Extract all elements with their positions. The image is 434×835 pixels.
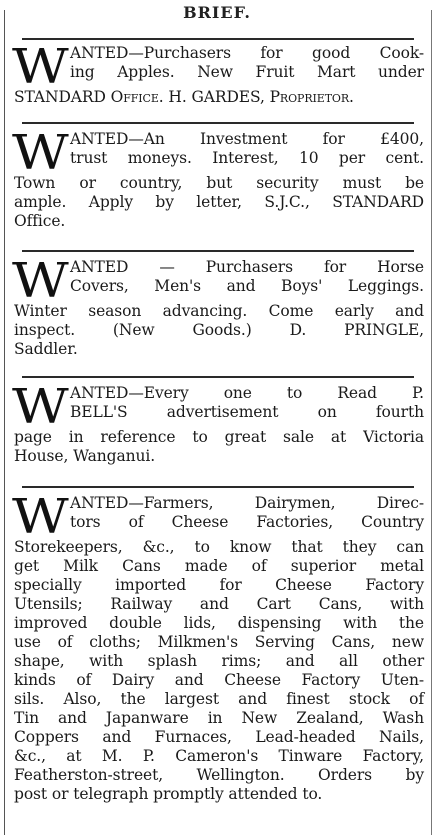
ad-line: use of cloths; Milkmen's Serving Cans, new (14, 633, 424, 651)
ad-line: trust moneys. Interest, 10 per cent. (70, 149, 424, 167)
ad-line: Tin and Japanware in New Zealand, Wash (14, 709, 424, 727)
ad-body (8, 488, 428, 804)
ad-line: specially imported for Cheese Factory (14, 576, 424, 594)
ad-line: improved double lids, dispensing with the (14, 614, 424, 632)
classified-ad-2 (8, 122, 428, 231)
ad-line: Featherston-street, Wellington. Orders by (14, 766, 424, 784)
drop-cap: W (12, 379, 67, 435)
ad-line: ANTED—Purchasers for good Cook- (70, 44, 424, 62)
classified-ad-5 (8, 486, 428, 804)
ad-line: House, Wanganui. (14, 447, 156, 465)
ad-line: ANTED—Every one to Read P. (70, 384, 424, 402)
ad-line: Covers, Men's and Boys' Leggings. (70, 277, 424, 295)
ad-line: Saddler. (14, 340, 78, 358)
ad-line: ing Apples. New Fruit Mart under (70, 63, 424, 81)
ad-line: ANTED—Farmers, Dairymen, Direc- (70, 494, 424, 512)
classified-ad-3 (8, 250, 428, 359)
ad-line: ANTED—An Investment for £400, (70, 130, 424, 148)
classified-ad-1 (8, 38, 428, 107)
section-header: BRIEF. (183, 3, 251, 22)
ad-line: Town or country, but security must be (14, 174, 424, 192)
ad-line: post or telegraph promptly attended to. (14, 785, 323, 803)
ad-body (8, 124, 428, 231)
ad-line: Utensils; Railway and Cart Cans, with (14, 595, 424, 613)
drop-cap: W (12, 39, 67, 95)
ad-line: get Milk Cans made of superior metal (14, 557, 424, 575)
ad-line: ANTED — Purchasers for Horse (70, 258, 424, 276)
column-left-rule (4, 10, 5, 835)
ad-line: page in reference to great sale at Victoria (14, 428, 424, 446)
ad-line: shape, with splash rims; and all other (14, 652, 424, 670)
drop-cap: W (12, 253, 67, 309)
drop-cap: W (12, 125, 67, 181)
ad-line: Office. (14, 212, 66, 230)
ad-line: Winter season advancing. Come early and (14, 302, 424, 320)
ad-body (8, 378, 428, 466)
ad-line: BELL'S advertisement on fourth (70, 403, 424, 421)
ad-line: Storekeepers, &c., to know that they can (14, 538, 424, 556)
column-right-rule (431, 10, 432, 835)
ad-line: ample. Apply by letter, S.J.C., STANDARD (14, 193, 424, 211)
ad-body (8, 40, 428, 107)
ad-line: &c., at M. P. Cameron's Tinware Factory, (14, 747, 424, 765)
ad-line: kinds of Dairy and Cheese Factory Uten- (14, 671, 424, 689)
ad-line: Coppers and Furnaces, Lead-headed Nails, (14, 728, 424, 746)
ad-body (8, 252, 428, 359)
drop-cap: W (12, 489, 67, 545)
ad-line: inspect. (New Goods.) D. PRINGLE, (14, 321, 424, 339)
classified-ad-4 (8, 376, 428, 466)
ad-line: tors of Cheese Factories, Country (70, 513, 424, 531)
ad-line: STANDARD Office. H. GARDES, Proprietor. (14, 88, 354, 106)
ad-line: sils. Also, the largest and finest stock of (14, 690, 424, 708)
